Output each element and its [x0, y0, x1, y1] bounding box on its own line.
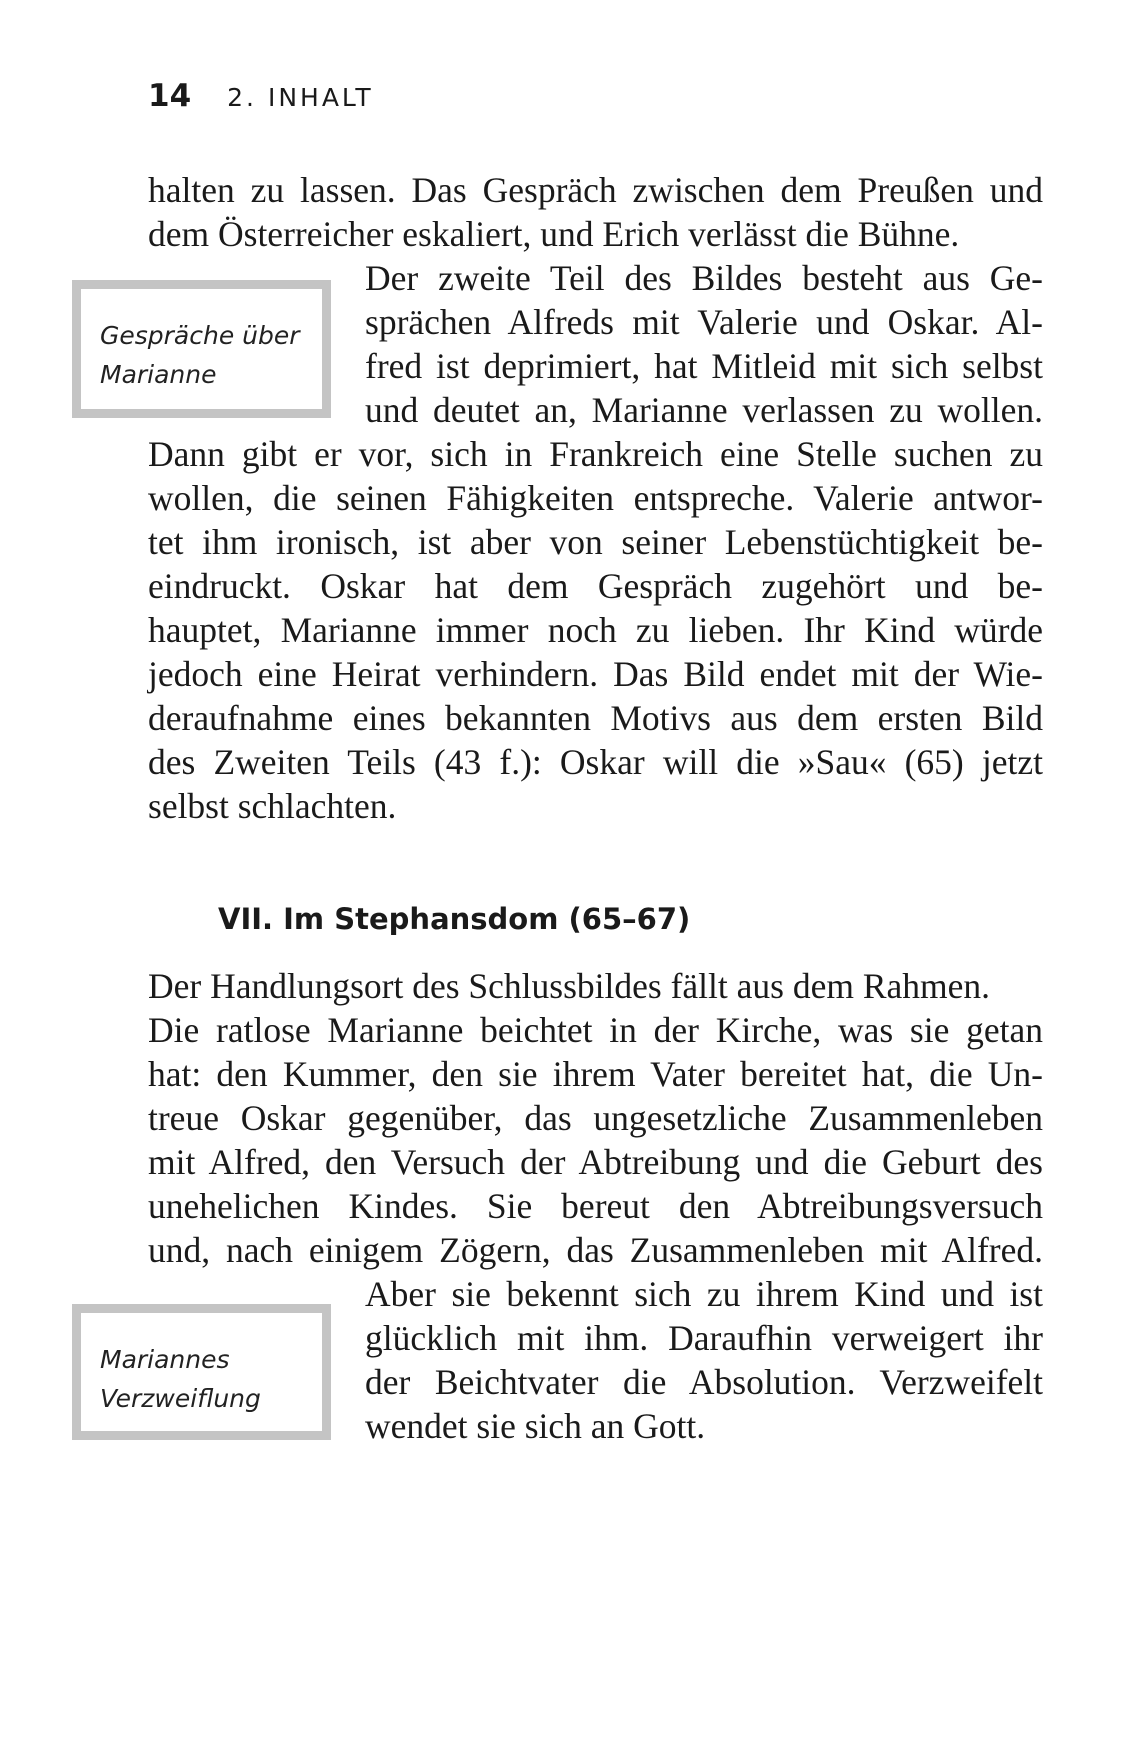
text-line: mit Alfred, den Versuch der Abtreibung und die Geburt des — [148, 1142, 1043, 1182]
margin-note-text: Gespräche über — [100, 321, 300, 350]
margin-note-despair — [72, 1304, 331, 1440]
text-line: halten zu lassen. Das Gespräch zwischen dem Preußen und — [148, 170, 1043, 210]
margin-note-text: Marianne — [100, 360, 217, 389]
section-heading: VII. Im Stephansdom (65–67) — [218, 902, 691, 936]
text-line: eindruckt. Oskar hat dem Gespräch zugehört und be- — [148, 566, 1043, 606]
page-number: 14 — [148, 78, 192, 114]
text-line: fred ist deprimiert, hat Mitleid mit sich selbst — [365, 346, 1043, 386]
text-line: jedoch eine Heirat verhindern. Das Bild endet mit der Wie- — [148, 654, 1043, 694]
text-line: Der Handlungsort des Schlussbildes fällt aus dem Rahmen. — [148, 966, 990, 1006]
text-line: hauptet, Marianne immer noch zu lieben. Ihr Kind würde — [148, 610, 1043, 650]
running-header — [148, 78, 374, 114]
text-line: tet ihm ironisch, ist aber von seiner Lebenstüchtigkeit be- — [148, 522, 1043, 562]
text-line: Aber sie bekennt sich zu ihrem Kind und ist — [365, 1274, 1043, 1314]
text-line: Dann gibt er vor, sich in Frankreich eine Stelle suchen zu — [148, 434, 1043, 474]
text-line: glücklich mit ihm. Daraufhin verweigert ihr — [365, 1318, 1043, 1358]
text-line: selbst schlachten. — [148, 786, 397, 826]
margin-note-conversations — [72, 280, 331, 418]
text-line: sprächen Alfreds mit Valerie und Oskar. Al- — [365, 302, 1043, 342]
text-line: hat: den Kummer, den sie ihrem Vater bereitet hat, die Un- — [148, 1054, 1043, 1094]
text-line: unehelichen Kindes. Sie bereut den Abtreibungsversuch — [148, 1186, 1043, 1226]
margin-note-text: Verzweiflung — [100, 1384, 261, 1413]
text-line: des Zweiten Teils (43 f.): Oskar will die »Sau« (65) jetzt — [148, 742, 1043, 782]
text-line: und, nach einigem Zögern, das Zusammenleben mit Alfred. — [148, 1230, 1043, 1270]
text-line: und deutet an, Marianne verlassen zu wollen. — [365, 390, 1043, 430]
text-line: deraufnahme eines bekannten Motivs aus dem ersten Bild — [148, 698, 1043, 738]
text-line: Der zweite Teil des Bildes besteht aus Ge- — [365, 258, 1043, 298]
text-line: Die ratlose Marianne beichtet in der Kirche, was sie getan — [148, 1010, 1043, 1050]
text-line: dem Österreicher eskaliert, und Erich verlässt die Bühne. — [148, 214, 960, 254]
text-line: treue Oskar gegenüber, das ungesetzliche Zusammenleben — [148, 1098, 1043, 1138]
text-line: der Beichtvater die Absolution. Verzweifelt — [365, 1362, 1043, 1402]
chapter-title: 2. INHALT — [227, 83, 374, 112]
text-line: wollen, die seinen Fähigkeiten entspreche. Valerie antwor- — [148, 478, 1043, 518]
margin-note-text: Mariannes — [100, 1345, 230, 1374]
text-line: wendet sie sich an Gott. — [365, 1406, 706, 1446]
